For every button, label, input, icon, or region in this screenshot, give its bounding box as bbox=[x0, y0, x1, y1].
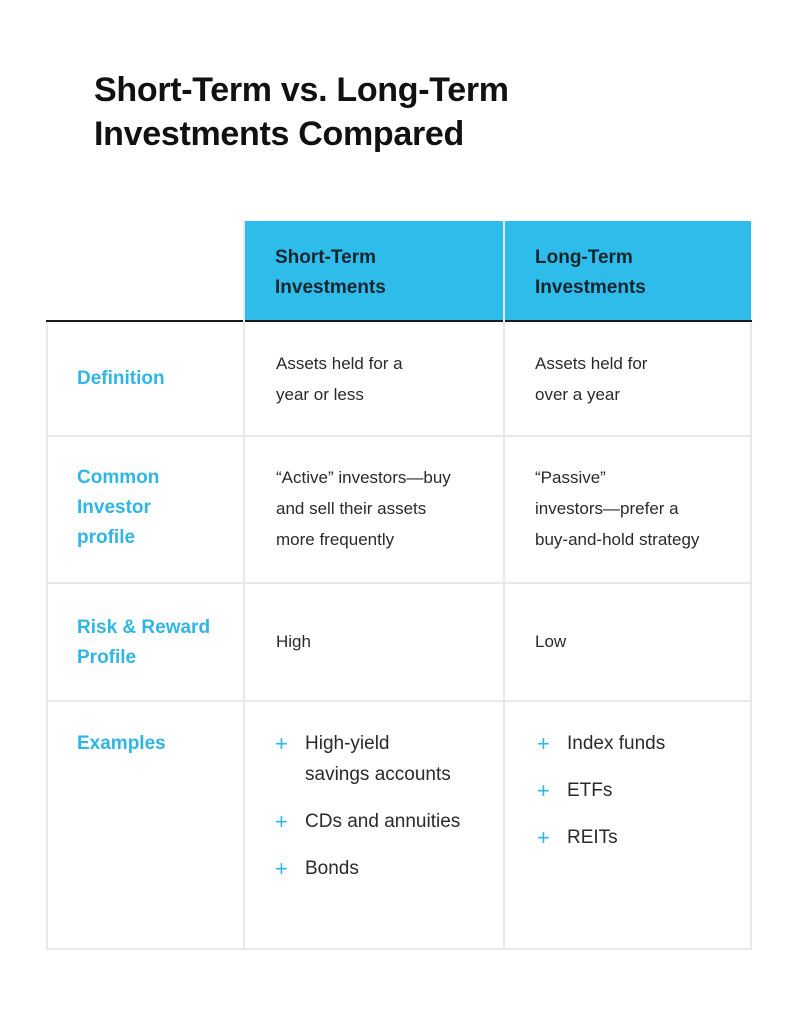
plus-icon: + bbox=[275, 731, 288, 756]
cell-text-line: Assets held for a bbox=[276, 354, 403, 373]
list-item-text: High-yield bbox=[305, 733, 390, 754]
list-item bbox=[537, 728, 665, 759]
list-item-text: ETFs bbox=[567, 780, 613, 801]
list-item bbox=[275, 806, 460, 837]
cell-risk-reward-short-term bbox=[276, 626, 311, 657]
header-divider bbox=[46, 320, 752, 322]
plus-icon: + bbox=[275, 856, 288, 881]
examples-list-short-term bbox=[275, 728, 460, 900]
row-label-risk-reward bbox=[77, 613, 237, 673]
row-label-definition bbox=[77, 364, 237, 394]
row-label-examples bbox=[77, 729, 237, 759]
cell-text-line: High bbox=[276, 632, 311, 651]
cell-text-line: year or less bbox=[276, 385, 364, 404]
list-item-text: savings accounts bbox=[305, 764, 451, 785]
row-label-line: profile bbox=[77, 527, 136, 548]
list-item-text: Index funds bbox=[567, 733, 666, 754]
list-item-text: CDs and annuities bbox=[305, 811, 461, 832]
row-divider-3 bbox=[46, 700, 752, 702]
row-divider-1 bbox=[46, 435, 752, 437]
row-label-line: Risk & Reward bbox=[77, 617, 211, 638]
cell-text-line: investors—prefer a bbox=[535, 499, 679, 518]
plus-icon: + bbox=[537, 731, 550, 756]
cell-investor-profile-long-term bbox=[535, 462, 699, 555]
cell-investor-profile-short-term bbox=[276, 462, 451, 555]
plus-icon: + bbox=[537, 778, 550, 803]
list-item bbox=[275, 728, 460, 790]
table-border-right bbox=[750, 322, 752, 950]
row-label-investor-profile bbox=[77, 463, 237, 553]
cell-definition-long-term bbox=[535, 348, 647, 410]
list-item-text: REITs bbox=[567, 827, 618, 848]
list-item bbox=[275, 853, 460, 884]
cell-risk-reward-long-term bbox=[535, 626, 566, 657]
cell-text-line: Assets held for bbox=[535, 354, 648, 373]
column-divider-2 bbox=[503, 221, 505, 950]
row-label-definition-text: Definition bbox=[77, 368, 165, 389]
cell-text-line: more frequently bbox=[276, 530, 395, 549]
row-label-line: Investor bbox=[77, 497, 151, 518]
plus-icon: + bbox=[537, 825, 550, 850]
column-header-long-term bbox=[505, 221, 751, 321]
column-header-long-term-line-1: Long-Term bbox=[535, 247, 633, 268]
page-title-line-2: Investments Compared bbox=[94, 115, 464, 153]
cell-text-line: buy-and-hold strategy bbox=[535, 530, 700, 549]
cell-text-line: Low bbox=[535, 632, 567, 651]
list-item bbox=[537, 775, 665, 806]
cell-text-line: “Active” investors—buy bbox=[276, 468, 451, 487]
cell-definition-short-term bbox=[276, 348, 403, 410]
column-header-long-term-line-2: Investments bbox=[535, 277, 646, 298]
examples-list-long-term bbox=[537, 728, 665, 869]
page-title bbox=[94, 68, 654, 156]
cell-text-line: “Passive” bbox=[535, 468, 606, 487]
table-border-bottom bbox=[46, 948, 752, 950]
list-item bbox=[537, 822, 665, 853]
cell-text-line: and sell their assets bbox=[276, 499, 427, 518]
row-label-line: Examples bbox=[77, 733, 166, 754]
page-title-line-1: Short-Term vs. Long-Term bbox=[94, 71, 509, 109]
column-header-short-term-line-2: Investments bbox=[275, 277, 386, 298]
row-label-line: Profile bbox=[77, 647, 137, 668]
cell-text-line: over a year bbox=[535, 385, 621, 404]
column-header-short-term-line-1: Short-Term bbox=[275, 247, 376, 268]
table-border-left bbox=[46, 322, 48, 950]
column-divider-1 bbox=[243, 221, 245, 950]
row-divider-2 bbox=[46, 582, 752, 584]
list-item-text: Bonds bbox=[305, 858, 359, 879]
plus-icon: + bbox=[275, 809, 288, 834]
row-label-line: Common bbox=[77, 467, 160, 488]
column-header-short-term bbox=[245, 221, 503, 321]
